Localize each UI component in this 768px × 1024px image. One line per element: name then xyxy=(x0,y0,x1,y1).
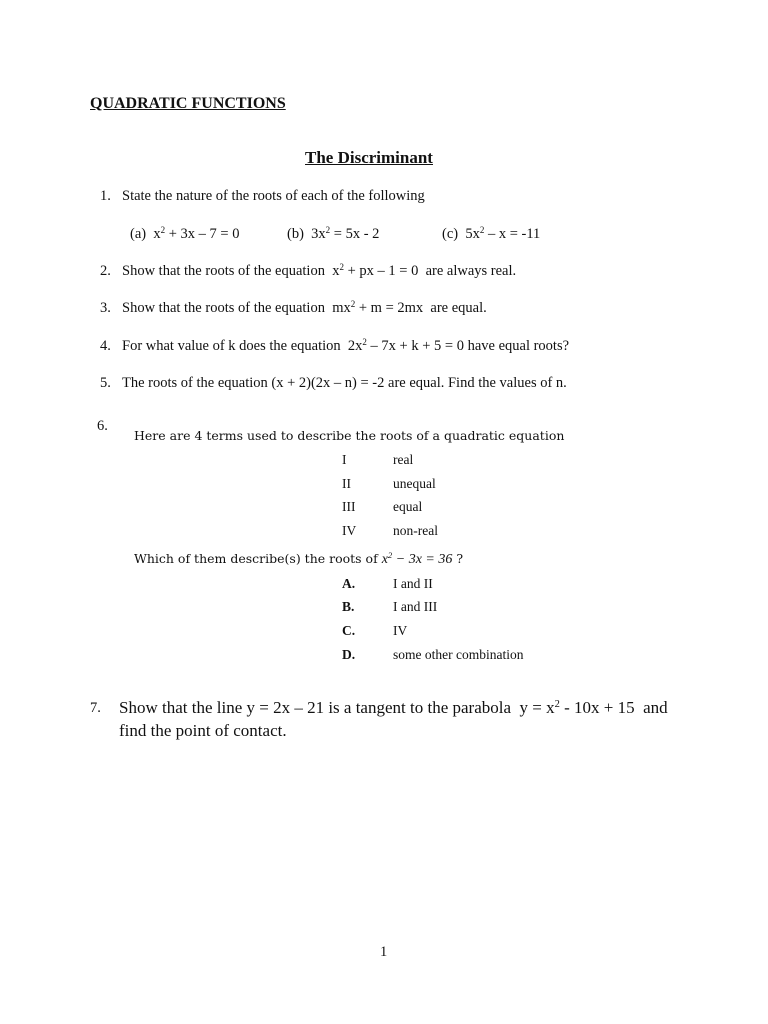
question-2: 2. Show that the roots of the equation $x^2$ + px – 1 = 0 are always real. xyxy=(100,262,517,279)
question-7-line-2: find the point of contact. xyxy=(119,721,287,740)
option-label: I and II xyxy=(393,576,433,591)
term-label: equal xyxy=(393,499,423,514)
term-roman: II xyxy=(342,476,351,491)
question-1b: (b) $3x^2 = 5x - 2$ xyxy=(287,225,380,242)
question-5 xyxy=(100,375,567,392)
page-number: 1 xyxy=(380,944,388,960)
question-1 xyxy=(100,188,425,205)
question-tail: are equal. xyxy=(430,300,487,316)
option-label: some other combination xyxy=(393,647,524,662)
term-label: non-real xyxy=(393,523,438,538)
option-letter: D. xyxy=(342,647,356,662)
part-label: (b) xyxy=(287,226,304,242)
question-1a: (a) $x^2 + 3x - 7 = 0$ xyxy=(130,225,240,242)
question-number: 4. xyxy=(100,338,111,354)
question-1c: (c) $5x^2 - x = -11$ xyxy=(442,225,541,242)
question-tail: are always real. xyxy=(425,263,517,279)
prompt-text: Which of them describe(s) the roots of xyxy=(134,551,378,566)
part-label: (a) xyxy=(130,226,147,242)
question-text: State the nature of the roots of each of the following xyxy=(122,188,425,204)
question-6-intro: Here are 4 terms used to describe the roots of a quadratic equation xyxy=(134,428,565,443)
option-label: I and III xyxy=(393,599,438,614)
term-label: unequal xyxy=(393,476,436,491)
question-number: 5. xyxy=(100,375,111,391)
term-label: real xyxy=(393,452,414,467)
part-label: (c) xyxy=(442,226,459,242)
question-tail: and xyxy=(643,698,668,717)
question-text: Show that the line y = 2x – 21 is a tangent to the parabola xyxy=(119,698,512,717)
term-roman: IV xyxy=(342,523,357,538)
option-letter: A. xyxy=(342,576,356,591)
question-text: The roots of the equation (x + 2)(2x – n) = -2 are equal. Find the values of n. xyxy=(122,375,567,391)
question-number: 6. xyxy=(97,418,108,434)
option-letter: C. xyxy=(342,623,356,638)
question-4: 4. For what value of k does the equation $2x^2 - 7x + k + 5 = 0$ have equal roots? xyxy=(100,337,570,354)
question-number: 7. xyxy=(90,700,101,716)
question-text: Show that the roots of the equation xyxy=(122,300,325,316)
question-text: Show that the roots of the equation xyxy=(122,263,325,279)
question-3: 3. Show that the roots of the equation $mx^2 + m = 2mx$ are equal. xyxy=(100,299,487,316)
page-title: QUADRATIC FUNCTIONS xyxy=(90,95,286,112)
question-number: 3. xyxy=(100,300,111,316)
question-number: 1. xyxy=(100,188,111,204)
option-letter: B. xyxy=(342,599,355,614)
option-label: IV xyxy=(393,623,408,638)
question-6-prompt: Which of them describe(s) the roots of $x^2 - 3x = 36$ ? xyxy=(134,550,464,567)
question-number: 2. xyxy=(100,263,111,279)
term-roman: I xyxy=(342,452,347,467)
section-title: The Discriminant xyxy=(305,148,433,167)
term-roman: III xyxy=(342,499,356,514)
question-text: For what value of k does the equation xyxy=(122,338,341,354)
question-tail: have equal roots? xyxy=(467,338,570,354)
prompt-end: ? xyxy=(456,551,464,566)
question-7-line-1: Show that the line y = 2x – 21 is a tangent to the parabola $y = x^2 - 10x + 15$ and xyxy=(119,698,668,717)
